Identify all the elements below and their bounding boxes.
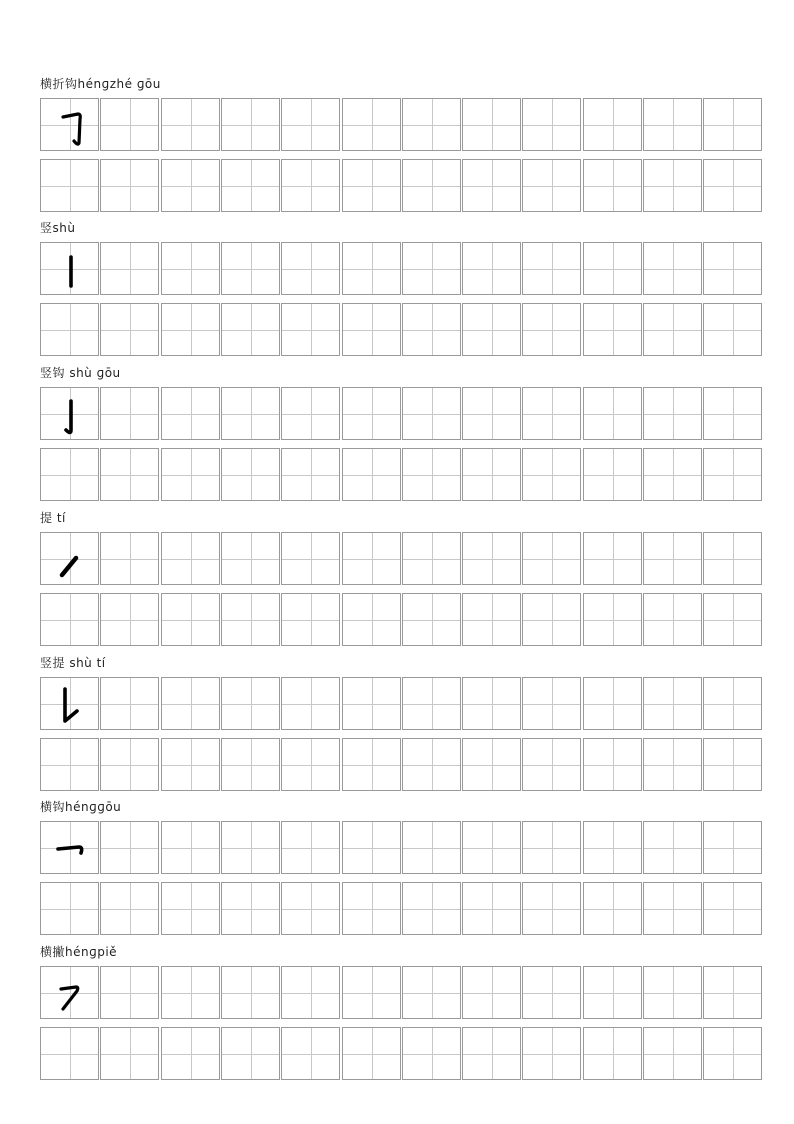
section-label: 竖shù bbox=[40, 221, 76, 235]
tian-grid-cell[interactable] bbox=[40, 448, 99, 501]
tian-grid-cell[interactable] bbox=[643, 98, 702, 151]
tian-grid-cell[interactable] bbox=[462, 677, 521, 730]
tian-grid-cell[interactable] bbox=[100, 448, 159, 501]
tian-grid-cell[interactable] bbox=[643, 532, 702, 585]
tian-grid-cell[interactable] bbox=[583, 738, 642, 791]
heng-pie-stroke-icon bbox=[41, 967, 100, 1020]
tian-grid-cell[interactable] bbox=[402, 966, 461, 1019]
tian-grid-cell[interactable] bbox=[342, 677, 401, 730]
tian-grid-cell[interactable] bbox=[100, 159, 159, 212]
tian-grid-cell[interactable] bbox=[161, 677, 220, 730]
tian-grid-cell[interactable] bbox=[643, 882, 702, 935]
tian-grid-cell[interactable] bbox=[522, 1027, 581, 1080]
tian-grid-cell[interactable] bbox=[402, 448, 461, 501]
tian-grid-cell[interactable] bbox=[161, 242, 220, 295]
tian-grid-cell[interactable] bbox=[703, 966, 762, 1019]
tian-grid-cell[interactable] bbox=[402, 677, 461, 730]
tian-grid-cell[interactable] bbox=[342, 448, 401, 501]
tian-grid-cell[interactable] bbox=[100, 532, 159, 585]
practice-grid-row bbox=[40, 303, 762, 356]
tian-grid-cell[interactable] bbox=[583, 242, 642, 295]
tian-grid-cell[interactable] bbox=[40, 242, 99, 295]
heng-gou-stroke-icon bbox=[41, 822, 100, 875]
tian-grid-cell[interactable] bbox=[342, 159, 401, 212]
tian-grid-cell[interactable] bbox=[342, 98, 401, 151]
tian-grid-cell[interactable] bbox=[522, 532, 581, 585]
heng-zhe-gou-stroke-icon bbox=[41, 99, 100, 152]
tian-grid-cell[interactable] bbox=[161, 738, 220, 791]
tian-grid-cell[interactable] bbox=[100, 821, 159, 874]
tian-grid-cell[interactable] bbox=[402, 738, 461, 791]
tian-grid-cell[interactable] bbox=[100, 387, 159, 440]
tian-grid-cell[interactable] bbox=[221, 387, 280, 440]
tian-grid-cell[interactable] bbox=[40, 159, 99, 212]
tian-grid-cell[interactable] bbox=[342, 966, 401, 1019]
tian-grid-cell[interactable] bbox=[462, 159, 521, 212]
tian-grid-cell[interactable] bbox=[583, 98, 642, 151]
tian-grid-cell[interactable] bbox=[583, 882, 642, 935]
tian-grid-cell[interactable] bbox=[643, 387, 702, 440]
section-label: 横钩hénɡɡōu bbox=[40, 800, 122, 814]
example-grid-row bbox=[40, 966, 762, 1019]
tian-grid-cell[interactable] bbox=[221, 677, 280, 730]
tian-grid-cell[interactable] bbox=[583, 387, 642, 440]
tian-grid-cell[interactable] bbox=[40, 882, 99, 935]
practice-grid-row bbox=[40, 738, 762, 791]
tian-grid-cell[interactable] bbox=[161, 821, 220, 874]
tian-grid-cell[interactable] bbox=[462, 1027, 521, 1080]
tian-grid-cell[interactable] bbox=[161, 882, 220, 935]
tian-grid-cell[interactable] bbox=[100, 677, 159, 730]
tian-grid-cell[interactable] bbox=[221, 303, 280, 356]
tian-grid-cell[interactable] bbox=[161, 159, 220, 212]
tian-grid-cell[interactable] bbox=[703, 738, 762, 791]
tian-grid-cell[interactable] bbox=[221, 738, 280, 791]
example-grid-row bbox=[40, 242, 762, 295]
tian-grid-cell[interactable] bbox=[583, 821, 642, 874]
tian-grid-cell[interactable] bbox=[703, 387, 762, 440]
tian-grid-cell[interactable] bbox=[643, 966, 702, 1019]
tian-grid-cell[interactable] bbox=[221, 593, 280, 646]
tian-grid-cell[interactable] bbox=[462, 532, 521, 585]
tian-grid-cell[interactable] bbox=[161, 966, 220, 1019]
example-grid-row bbox=[40, 98, 762, 151]
tian-grid-cell[interactable] bbox=[583, 966, 642, 1019]
section-label: 竖提 shù tí bbox=[40, 656, 106, 670]
tian-grid-cell[interactable] bbox=[643, 159, 702, 212]
tian-grid-cell[interactable] bbox=[462, 821, 521, 874]
tian-grid-cell[interactable] bbox=[281, 387, 340, 440]
tian-grid-cell[interactable] bbox=[342, 387, 401, 440]
tian-grid-cell[interactable] bbox=[40, 303, 99, 356]
tian-grid-cell[interactable] bbox=[221, 966, 280, 1019]
tian-grid-cell[interactable] bbox=[402, 821, 461, 874]
tian-grid-cell[interactable] bbox=[342, 882, 401, 935]
tian-grid-cell[interactable] bbox=[281, 821, 340, 874]
tian-grid-cell[interactable] bbox=[522, 593, 581, 646]
tian-grid-cell[interactable] bbox=[281, 159, 340, 212]
example-grid-row bbox=[40, 532, 762, 585]
tian-grid-cell[interactable] bbox=[342, 821, 401, 874]
tian-grid-cell[interactable] bbox=[402, 303, 461, 356]
tian-grid-cell[interactable] bbox=[40, 532, 99, 585]
tian-grid-cell[interactable] bbox=[221, 159, 280, 212]
tian-grid-cell[interactable] bbox=[161, 593, 220, 646]
tian-grid-cell[interactable] bbox=[402, 242, 461, 295]
tian-grid-cell[interactable] bbox=[522, 966, 581, 1019]
tian-grid-cell[interactable] bbox=[281, 303, 340, 356]
section-label: 横撇hénɡpiě bbox=[40, 945, 118, 959]
tian-grid-cell[interactable] bbox=[342, 593, 401, 646]
tian-grid-cell[interactable] bbox=[703, 593, 762, 646]
tian-grid-cell[interactable] bbox=[221, 1027, 280, 1080]
tian-grid-cell[interactable] bbox=[402, 1027, 461, 1080]
tian-grid-cell[interactable] bbox=[462, 448, 521, 501]
practice-grid-row bbox=[40, 159, 762, 212]
tian-grid-cell[interactable] bbox=[703, 242, 762, 295]
tian-grid-cell[interactable] bbox=[40, 821, 99, 874]
tian-grid-cell[interactable] bbox=[522, 159, 581, 212]
section-label: 提 tí bbox=[40, 511, 66, 525]
tian-grid-cell[interactable] bbox=[40, 98, 99, 151]
tian-grid-cell[interactable] bbox=[522, 738, 581, 791]
tian-grid-cell[interactable] bbox=[40, 738, 99, 791]
tian-grid-cell[interactable] bbox=[100, 303, 159, 356]
tian-grid-cell[interactable] bbox=[522, 448, 581, 501]
tian-grid-cell[interactable] bbox=[703, 821, 762, 874]
example-grid-row bbox=[40, 387, 762, 440]
tian-grid-cell[interactable] bbox=[40, 1027, 99, 1080]
tian-grid-cell[interactable] bbox=[643, 448, 702, 501]
tian-grid-cell[interactable] bbox=[522, 98, 581, 151]
tian-grid-cell[interactable] bbox=[342, 532, 401, 585]
tian-grid-cell[interactable] bbox=[281, 98, 340, 151]
tian-grid-cell[interactable] bbox=[583, 532, 642, 585]
tian-grid-cell[interactable] bbox=[402, 159, 461, 212]
tian-grid-cell[interactable] bbox=[643, 821, 702, 874]
tian-grid-cell[interactable] bbox=[342, 303, 401, 356]
tian-grid-cell[interactable] bbox=[161, 303, 220, 356]
tian-grid-cell[interactable] bbox=[342, 242, 401, 295]
shu-ti-stroke-icon bbox=[41, 678, 100, 731]
tian-grid-cell[interactable] bbox=[522, 821, 581, 874]
tian-grid-cell[interactable] bbox=[462, 242, 521, 295]
tian-grid-cell[interactable] bbox=[100, 242, 159, 295]
tian-grid-cell[interactable] bbox=[703, 532, 762, 585]
section-label: 横折钩hénɡzhé ɡōu bbox=[40, 77, 161, 91]
practice-grid-row bbox=[40, 882, 762, 935]
tian-grid-cell[interactable] bbox=[583, 593, 642, 646]
tian-grid-cell[interactable] bbox=[402, 387, 461, 440]
tian-grid-cell[interactable] bbox=[281, 532, 340, 585]
tian-grid-cell[interactable] bbox=[402, 593, 461, 646]
tian-grid-cell[interactable] bbox=[161, 98, 220, 151]
tian-grid-cell[interactable] bbox=[583, 303, 642, 356]
tian-grid-cell[interactable] bbox=[643, 1027, 702, 1080]
tian-grid-cell[interactable] bbox=[703, 98, 762, 151]
tian-grid-cell[interactable] bbox=[161, 387, 220, 440]
tian-grid-cell[interactable] bbox=[522, 677, 581, 730]
tian-grid-cell[interactable] bbox=[281, 1027, 340, 1080]
shu-stroke-icon bbox=[41, 243, 100, 296]
tian-grid-cell[interactable] bbox=[281, 966, 340, 1019]
tian-grid-cell[interactable] bbox=[643, 303, 702, 356]
tian-grid-cell[interactable] bbox=[221, 242, 280, 295]
tian-grid-cell[interactable] bbox=[281, 677, 340, 730]
tian-grid-cell[interactable] bbox=[100, 966, 159, 1019]
tian-grid-cell[interactable] bbox=[161, 448, 220, 501]
tian-grid-cell[interactable] bbox=[221, 821, 280, 874]
tian-grid-cell[interactable] bbox=[402, 532, 461, 585]
section-label: 竖钩 shù ɡōu bbox=[40, 366, 121, 380]
tian-grid-cell[interactable] bbox=[100, 98, 159, 151]
tian-grid-cell[interactable] bbox=[40, 677, 99, 730]
tian-grid-cell[interactable] bbox=[161, 532, 220, 585]
tian-grid-cell[interactable] bbox=[342, 738, 401, 791]
tian-grid-cell[interactable] bbox=[703, 882, 762, 935]
example-grid-row bbox=[40, 821, 762, 874]
tian-grid-cell[interactable] bbox=[643, 677, 702, 730]
practice-grid-row bbox=[40, 1027, 762, 1080]
tian-grid-cell[interactable] bbox=[522, 303, 581, 356]
tian-grid-cell[interactable] bbox=[221, 448, 280, 501]
tian-grid-cell[interactable] bbox=[281, 242, 340, 295]
tian-grid-cell[interactable] bbox=[583, 677, 642, 730]
tian-grid-cell[interactable] bbox=[100, 1027, 159, 1080]
tian-grid-cell[interactable] bbox=[402, 882, 461, 935]
tian-grid-cell[interactable] bbox=[462, 966, 521, 1019]
tian-grid-cell[interactable] bbox=[583, 159, 642, 212]
tian-grid-cell[interactable] bbox=[703, 159, 762, 212]
tian-grid-cell[interactable] bbox=[281, 882, 340, 935]
tian-grid-cell[interactable] bbox=[643, 593, 702, 646]
practice-grid-row bbox=[40, 448, 762, 501]
tian-grid-cell[interactable] bbox=[281, 738, 340, 791]
tian-grid-cell[interactable] bbox=[100, 593, 159, 646]
tian-grid-cell[interactable] bbox=[462, 387, 521, 440]
tian-grid-cell[interactable] bbox=[40, 593, 99, 646]
tian-grid-cell[interactable] bbox=[703, 448, 762, 501]
tian-grid-cell[interactable] bbox=[643, 242, 702, 295]
tian-grid-cell[interactable] bbox=[40, 387, 99, 440]
tian-grid-cell[interactable] bbox=[522, 882, 581, 935]
tian-grid-cell[interactable] bbox=[703, 303, 762, 356]
tian-grid-cell[interactable] bbox=[221, 98, 280, 151]
tian-grid-cell[interactable] bbox=[221, 882, 280, 935]
tian-grid-cell[interactable] bbox=[221, 532, 280, 585]
example-grid-row bbox=[40, 677, 762, 730]
tian-grid-cell[interactable] bbox=[281, 593, 340, 646]
tian-grid-cell[interactable] bbox=[583, 1027, 642, 1080]
tian-grid-cell[interactable] bbox=[522, 387, 581, 440]
tian-grid-cell[interactable] bbox=[703, 677, 762, 730]
tian-grid-cell[interactable] bbox=[462, 98, 521, 151]
tian-grid-cell[interactable] bbox=[100, 882, 159, 935]
practice-grid-row bbox=[40, 593, 762, 646]
tian-grid-cell[interactable] bbox=[402, 98, 461, 151]
tian-grid-cell[interactable] bbox=[462, 593, 521, 646]
ti-stroke-icon bbox=[41, 533, 100, 586]
tian-grid-cell[interactable] bbox=[281, 448, 340, 501]
tian-grid-cell[interactable] bbox=[40, 966, 99, 1019]
tian-grid-cell[interactable] bbox=[703, 1027, 762, 1080]
tian-grid-cell[interactable] bbox=[522, 242, 581, 295]
tian-grid-cell[interactable] bbox=[462, 738, 521, 791]
tian-grid-cell[interactable] bbox=[161, 1027, 220, 1080]
tian-grid-cell[interactable] bbox=[462, 882, 521, 935]
tian-grid-cell[interactable] bbox=[462, 303, 521, 356]
tian-grid-cell[interactable] bbox=[643, 738, 702, 791]
tian-grid-cell[interactable] bbox=[583, 448, 642, 501]
tian-grid-cell[interactable] bbox=[342, 1027, 401, 1080]
shu-gou-stroke-icon bbox=[41, 388, 100, 441]
tian-grid-cell[interactable] bbox=[100, 738, 159, 791]
